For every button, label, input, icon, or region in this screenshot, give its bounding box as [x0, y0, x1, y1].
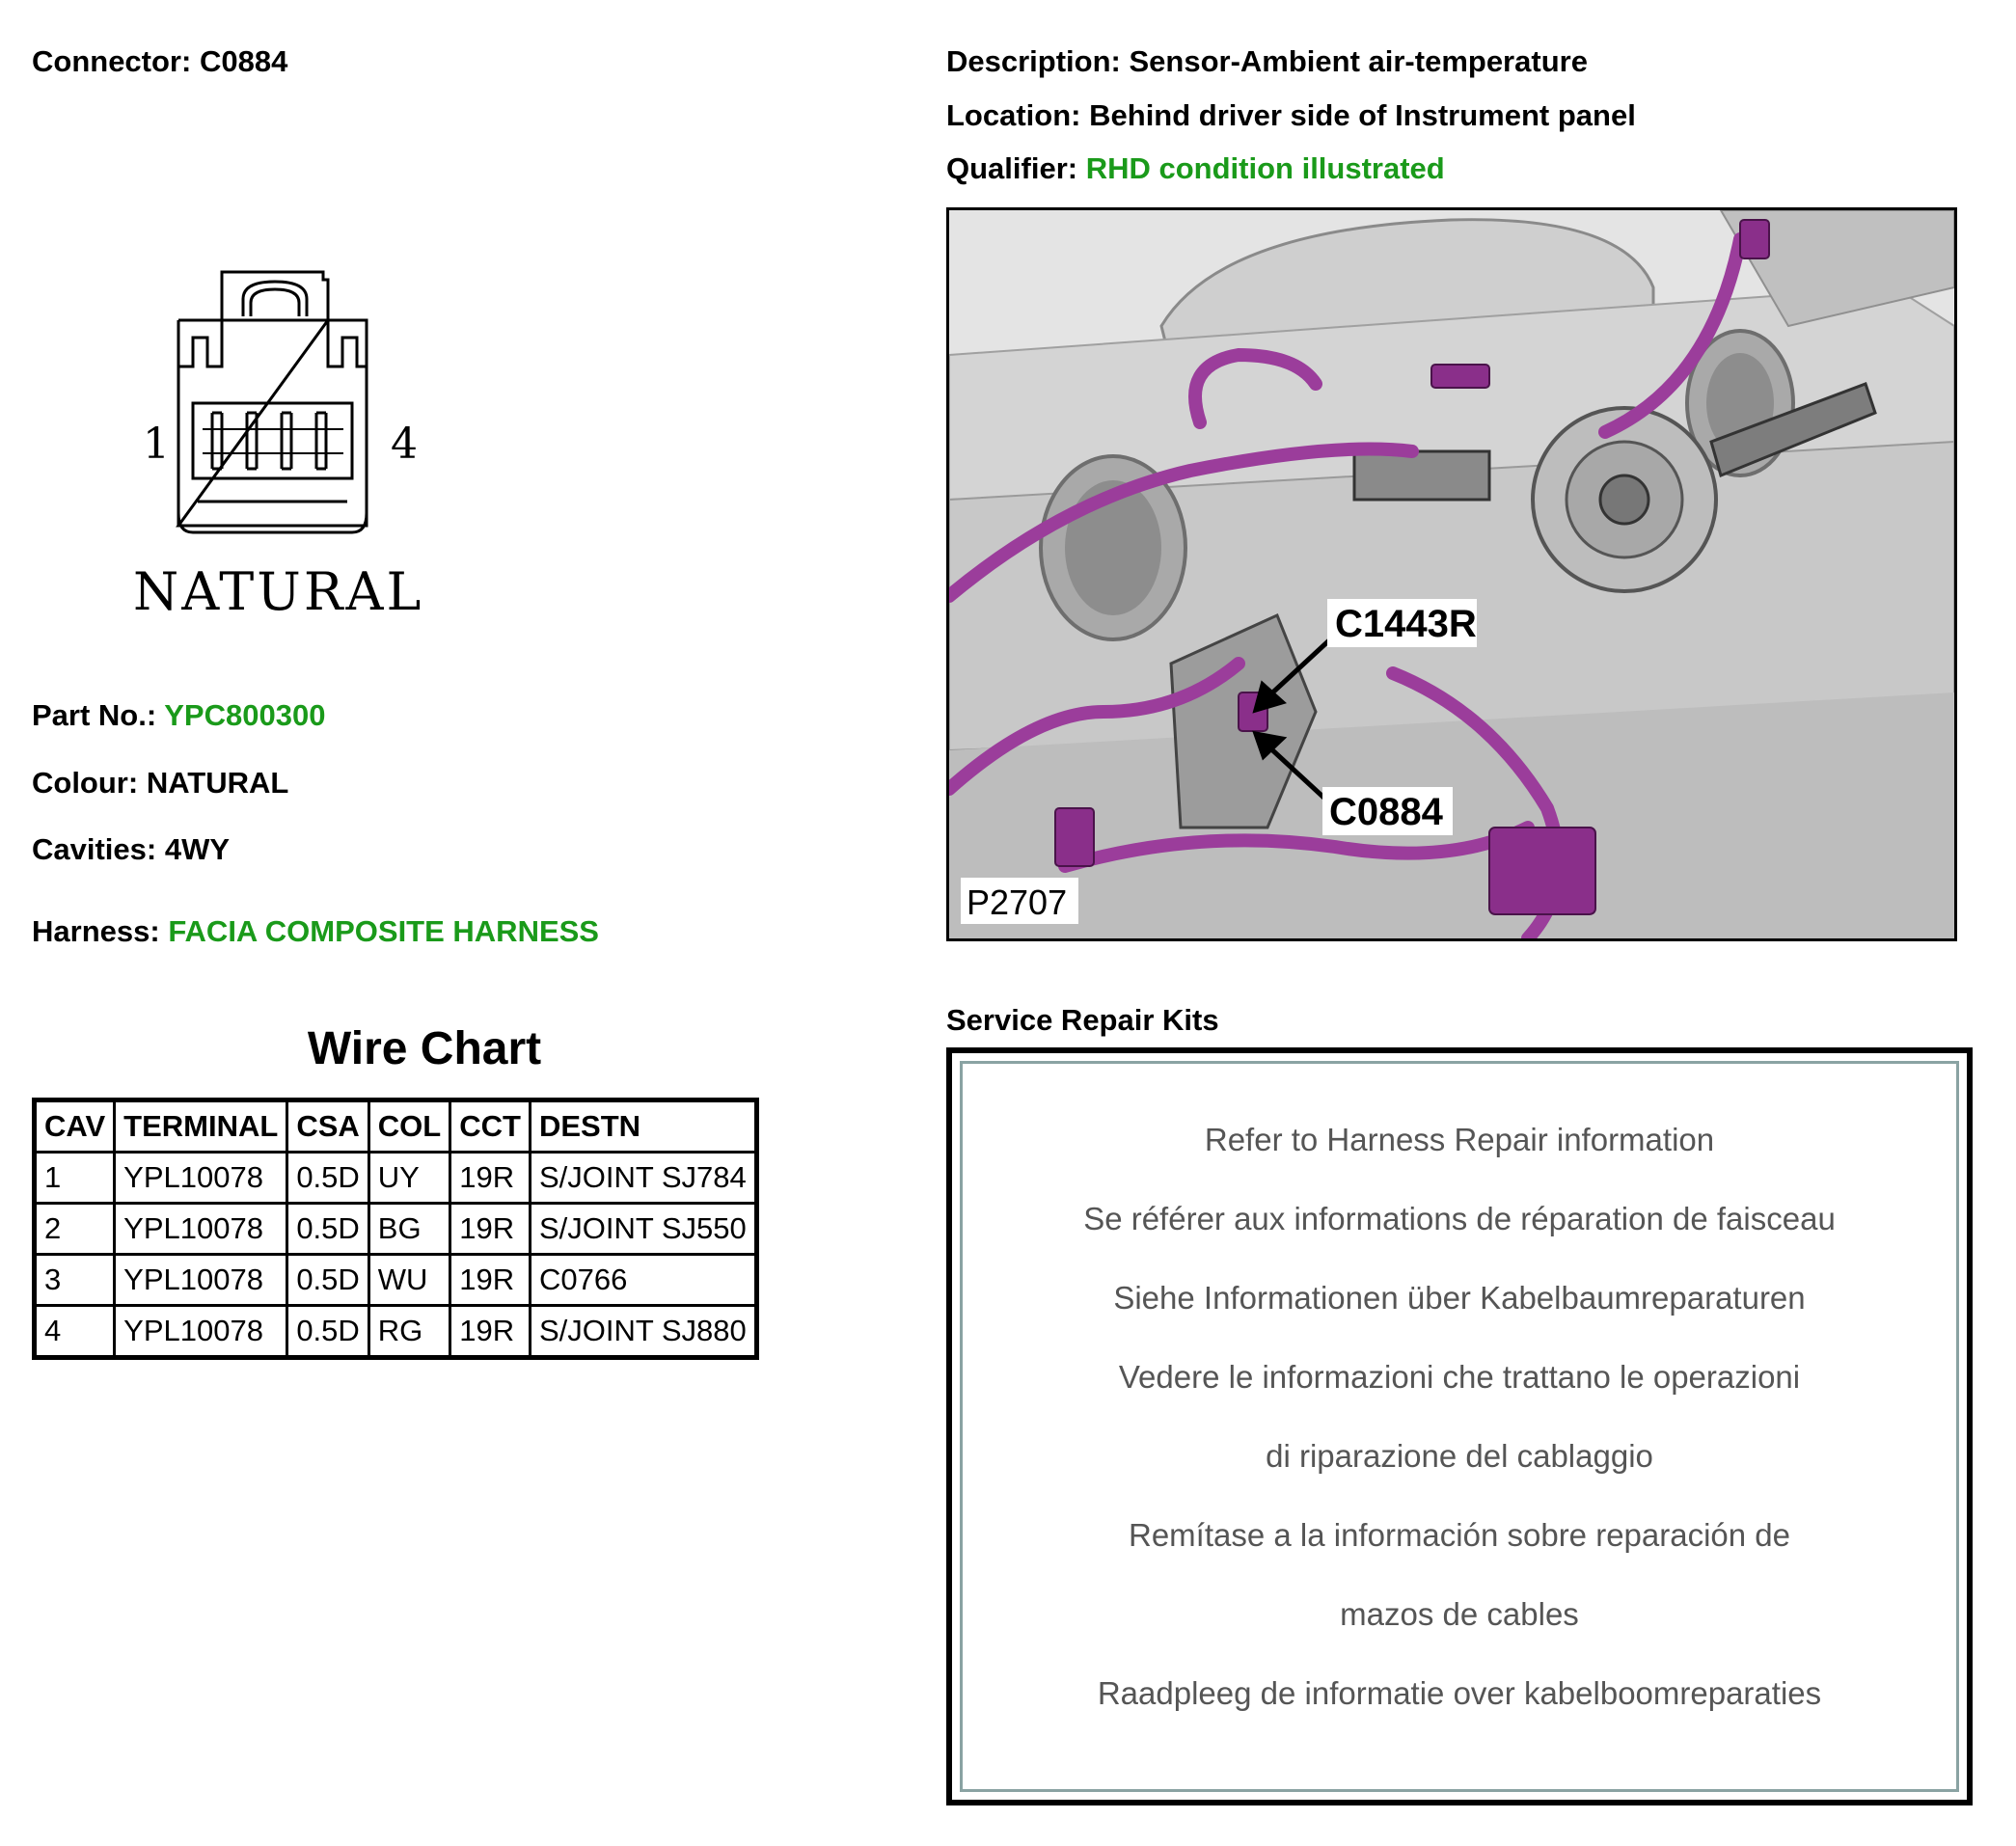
pin-1-label: 1 — [143, 420, 170, 469]
col-header: CAV — [35, 1100, 115, 1153]
qualifier-value: RHD condition illustrated — [1085, 151, 1445, 185]
cell: YPL10078 — [115, 1153, 287, 1204]
kit-line: Raadpleeg de informatie over kabelboomreparaties — [1097, 1675, 1822, 1711]
part-number: Part No.: YPC800300 — [32, 698, 326, 732]
qualifier: Qualifier: RHD condition illustrated — [946, 151, 1445, 185]
kit-line: Se référer aux informations de réparation de faisceau — [1083, 1201, 1836, 1236]
cell: 0.5D — [287, 1306, 368, 1358]
cell: C0766 — [530, 1255, 756, 1306]
harness: Harness: FACIA COMPOSITE HARNESS — [32, 914, 599, 948]
cell: S/JOINT SJ550 — [530, 1204, 756, 1255]
wire-chart-table — [32, 1098, 759, 1360]
cell: 4 — [35, 1306, 115, 1358]
kit-line: mazos de cables — [1340, 1596, 1579, 1632]
table-row — [35, 1153, 757, 1204]
cell: 0.5D — [287, 1204, 368, 1255]
location: Location: Behind driver side of Instrument panel — [946, 98, 1636, 132]
cell: YPL10078 — [115, 1255, 287, 1306]
pin-4-label: 4 — [391, 420, 418, 469]
cell: S/JOINT SJ880 — [530, 1306, 756, 1358]
cell: UY — [368, 1153, 450, 1204]
kit-line: Vedere le informazioni che trattano le operazioni — [1118, 1359, 1801, 1395]
cell: S/JOINT SJ784 — [530, 1153, 756, 1204]
wire-chart-title: Wire Chart — [307, 1023, 542, 1074]
cell: 0.5D — [287, 1153, 368, 1204]
harness-link[interactable]: FACIA COMPOSITE HARNESS — [168, 914, 599, 948]
kit-line: Siehe Informationen über Kabelbaumreparaturen — [1113, 1280, 1806, 1316]
col-header: DESTN — [530, 1100, 756, 1153]
table-header-row — [35, 1100, 757, 1153]
drawing-colour-text: NATURAL — [133, 561, 424, 622]
cell: 1 — [35, 1153, 115, 1204]
cell: YPL10078 — [115, 1306, 287, 1358]
cell: 19R — [450, 1306, 531, 1358]
service-repair-kits-title: Service Repair Kits — [946, 1003, 1219, 1037]
col-header: CCT — [450, 1100, 531, 1153]
table-row — [35, 1204, 757, 1255]
kit-line: di riparazione del cablaggio — [1266, 1438, 1653, 1474]
service-repair-kits-inner — [960, 1061, 1959, 1792]
callout-c1443r: C1443R — [1335, 603, 1477, 645]
callout-c0884: C0884 — [1329, 791, 1443, 833]
cell: 19R — [450, 1204, 531, 1255]
table-row — [35, 1255, 757, 1306]
picture-ref: P2707 — [967, 882, 1068, 922]
connector-face-drawing — [125, 260, 444, 627]
colour: Colour: NATURAL — [32, 766, 289, 800]
location-illustration — [946, 207, 1957, 941]
description: Description: Sensor-Ambient air-temperature — [946, 44, 1588, 78]
cell: 19R — [450, 1153, 531, 1204]
connector-id: Connector: C0884 — [32, 44, 288, 78]
cell: RG — [368, 1306, 450, 1358]
cell: 2 — [35, 1204, 115, 1255]
kit-line: Refer to Harness Repair information — [1204, 1122, 1715, 1157]
col-header: CSA — [287, 1100, 368, 1153]
cell: BG — [368, 1204, 450, 1255]
dashboard-illustration — [949, 210, 1954, 938]
col-header: TERMINAL — [115, 1100, 287, 1153]
cell: 19R — [450, 1255, 531, 1306]
part-number-value[interactable]: YPC800300 — [164, 698, 326, 732]
kit-line: Remítase a la información sobre reparación de — [1128, 1517, 1791, 1553]
cell: 3 — [35, 1255, 115, 1306]
cell: 0.5D — [287, 1255, 368, 1306]
col-header: COL — [368, 1100, 450, 1153]
service-repair-kits-box — [946, 1047, 1973, 1805]
table-row — [35, 1306, 757, 1358]
cavities: Cavities: 4WY — [32, 832, 231, 866]
cell: YPL10078 — [115, 1204, 287, 1255]
cell: WU — [368, 1255, 450, 1306]
